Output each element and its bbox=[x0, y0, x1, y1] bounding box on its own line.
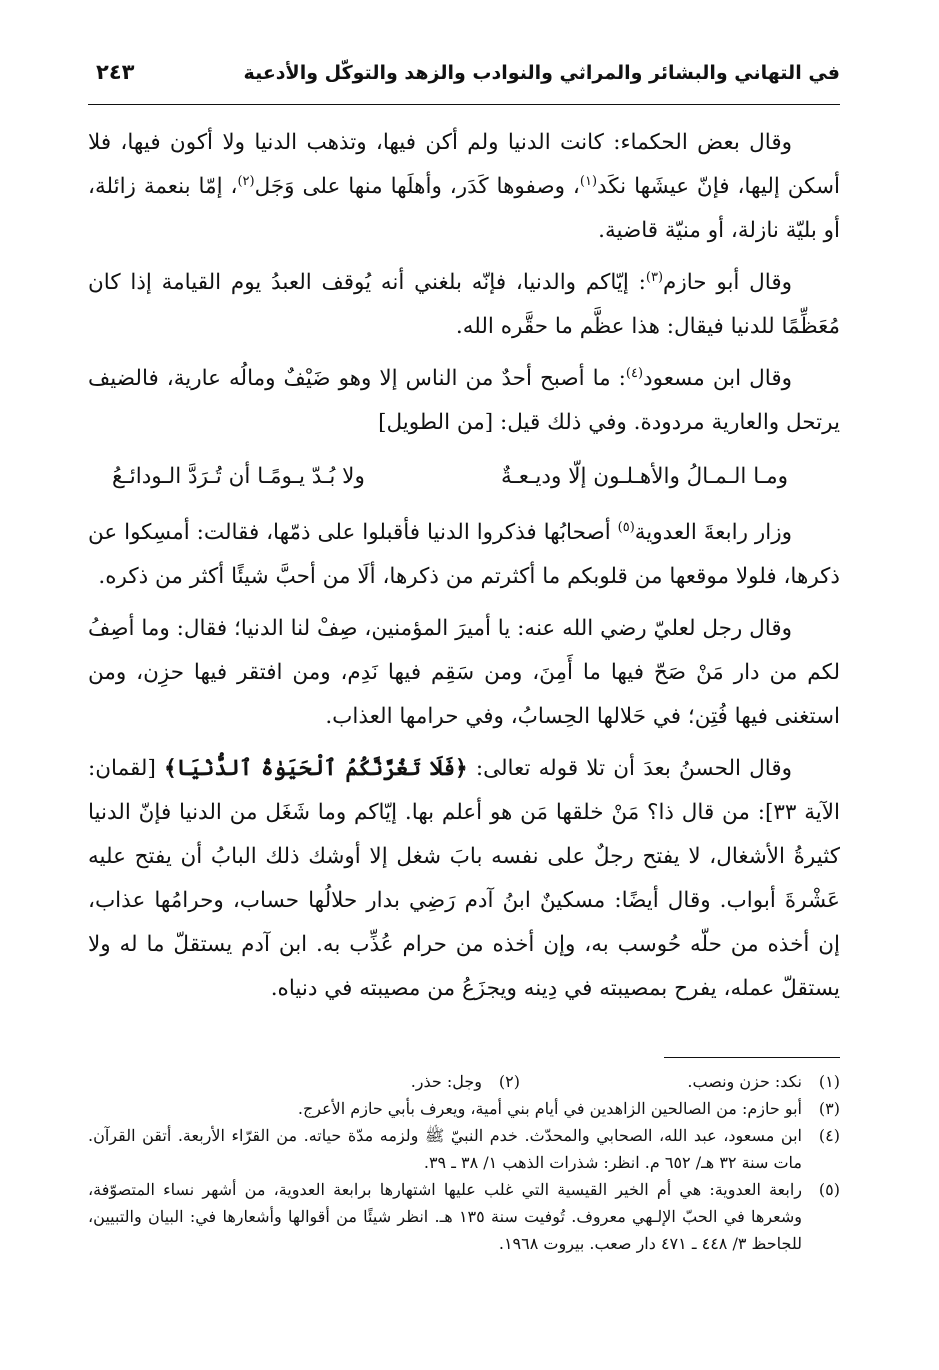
footnote-ref-3: (٣) bbox=[645, 269, 664, 285]
footnote-ref-2: (٢) bbox=[237, 173, 255, 189]
footnote-2: (٢) وجل: حذر. bbox=[410, 1072, 520, 1091]
paragraph-hasan: وقال الحسنُ بعدَ أن تلا قوله تعالى: ﴿فَلَا تَغُرَّنَّكُمُ ٱلْحَيَوٰةُ ٱلدُّنْيَا﴾ [لقمان: الآية ٣٣]: من قال ذا؟ مَنْ خلقها مَن هو أعلم بها. إيّاكم وما شَغَل من الدنيا فإنّ الدنيا كثيرةُ الأشغال، لا يفتح رجلٌ على نفسه بابَ شغل إلا أوشك ذلك البابُ أن يفتح عليه عَشْرةَ أبواب. وقال أيضًا: مسكينٌ ابنُ آدم رَضِي بدار حلالُها حساب، وحرامُها عذاب، إن أخذه من حلّه حُوسب به، وإن أخذه من حرام عُذِّب به. ابن آدم يستقلّ ما له ولا يستقلّ عمله، يفرح بمصيبته في دِينه ويجزَعُ من مصيبته في دنياه. bbox=[88, 756, 840, 1001]
footnote-ref-1: (١) bbox=[579, 173, 598, 189]
quran-quote: ﴿فَلَا تَغُرَّنَّكُمُ ٱلْحَيَوٰةُ ٱلدُّنْيَا﴾ bbox=[164, 756, 468, 781]
running-title: في التهاني والبشائر والمراثي والنوادب والزهد والتوكّل والأدعية bbox=[243, 62, 840, 84]
paragraph-ali: وقال رجل لعليّ رضي الله عنه: يا أميرَ المؤمنين، صِفْ لنا الدنيا؛ فقال: وما أصِفُ لكم من دار مَنْ صَحّ فيها ما أَمِنَ، ومن سَقِم فيها نَدِم، ومن افتقر فيها حزِن، ومن استغنى فيها فُتِن؛ في حَلالها الحِسابُ، وفي حرامها العذاب. bbox=[88, 616, 840, 729]
footnote-row bbox=[88, 1068, 840, 1095]
paragraph-abu-hazim: وقال أبو حازم$^{(٣)}$: إيّاكم والدنيا، فإنّه بلغني أنه يُوقف العبدُ يوم القيامة إذا كان مُعَظِّمًا للدنيا فيقال: هذا عظَّم ما حقَّره الله. bbox=[88, 269, 840, 339]
running-header bbox=[88, 60, 840, 105]
paragraph-hukama: وقال بعض الحكماء: كانت الدنيا ولم أكن فيها، وتذهب الدنيا ولا أكون فيها، فلا أسكن إليها، فإنّ عيشَها نكَد$^{(١)}$، وصفوها كَدَر، وأهلَها منها على وَجَل$^{(٢)}$، إمّا بنعمة زائلة، أو بليّة نازلة، أو منيّة قاضية. bbox=[88, 130, 840, 243]
footnote-1: (١) نكد: حزن ونصب. bbox=[687, 1072, 840, 1091]
paragraph-rabia: وزار رابعةَ العدوية$^{(٥)}$ أصحابُها فذكروا الدنيا فأقبلوا على ذمّها، فقالت: أمسِكوا عن ذكرها، فلولا موقعها من قلوبكم ما أكثرتم من ذكرها، ألَا من أحبَّ شيئًا أكثر من ذكره. bbox=[88, 519, 840, 589]
footnote-5: (٥) رابعة العدوية: هي أم الخير القيسية التي غلب عليها اشتهارها برابعة العدوية، من أشهر نساء المتصوّفة، وشعرها في الحبّ الإلـهي معروف. تُوفيت سنة ١٣٥ هـ. انظر شيئًا من أقوالها وأشعارها في: البيان والتبيين، للجاحظ ٣/ ٤٤٨ ـ ٤٧١ دار صعب. بيروت ١٩٦٨. bbox=[88, 1180, 840, 1253]
main-text bbox=[88, 121, 840, 1011]
footnote-3: (٣) أبو حازم: من الصالحين الزاهدين في أيام بني أمية، ويعرف بأبي حازم الأعرج. bbox=[297, 1099, 840, 1118]
footnote-divider bbox=[664, 1057, 840, 1058]
footnote-4: (٤) ابن مسعود، عبد الله، الصحابي والمحدّث. خدم النبيّ ﷺ ولزمه مدّة حياته. من القرّاء الأربعة. أتقن القرآن. مات سنة ٣٢ هـ/ ٦٥٢ م. انظر: شذرات الذهب ١/ ٣٨ ـ ٣٩. bbox=[88, 1126, 840, 1172]
verse-second-hemistich: ولا بُـدّ يـومًـا أن تُـرَدَّ الـودائـعُ bbox=[112, 464, 365, 489]
page-number: ٢٤٣ bbox=[96, 60, 135, 84]
poetry-verse bbox=[112, 453, 788, 501]
verse-first-hemistich: ومـا الـمـالُ والأهـلـون إلّا وديـعـةٌ bbox=[500, 464, 788, 489]
paragraph-ibn-masud: وقال ابن مسعود$^{(٤)}$: ما أصبح أحدٌ من الناس إلا وهو ضَيْفٌ ومالُه عارية، فالضيف يرتحل والعارية مردودة. وفي ذلك قيل: [من الطويل] bbox=[88, 365, 840, 435]
footnote-ref-4: (٤) bbox=[625, 365, 644, 381]
footnotes bbox=[88, 1068, 840, 1257]
book-page bbox=[88, 60, 840, 1360]
footnote-ref-5: (٥) bbox=[617, 519, 635, 535]
